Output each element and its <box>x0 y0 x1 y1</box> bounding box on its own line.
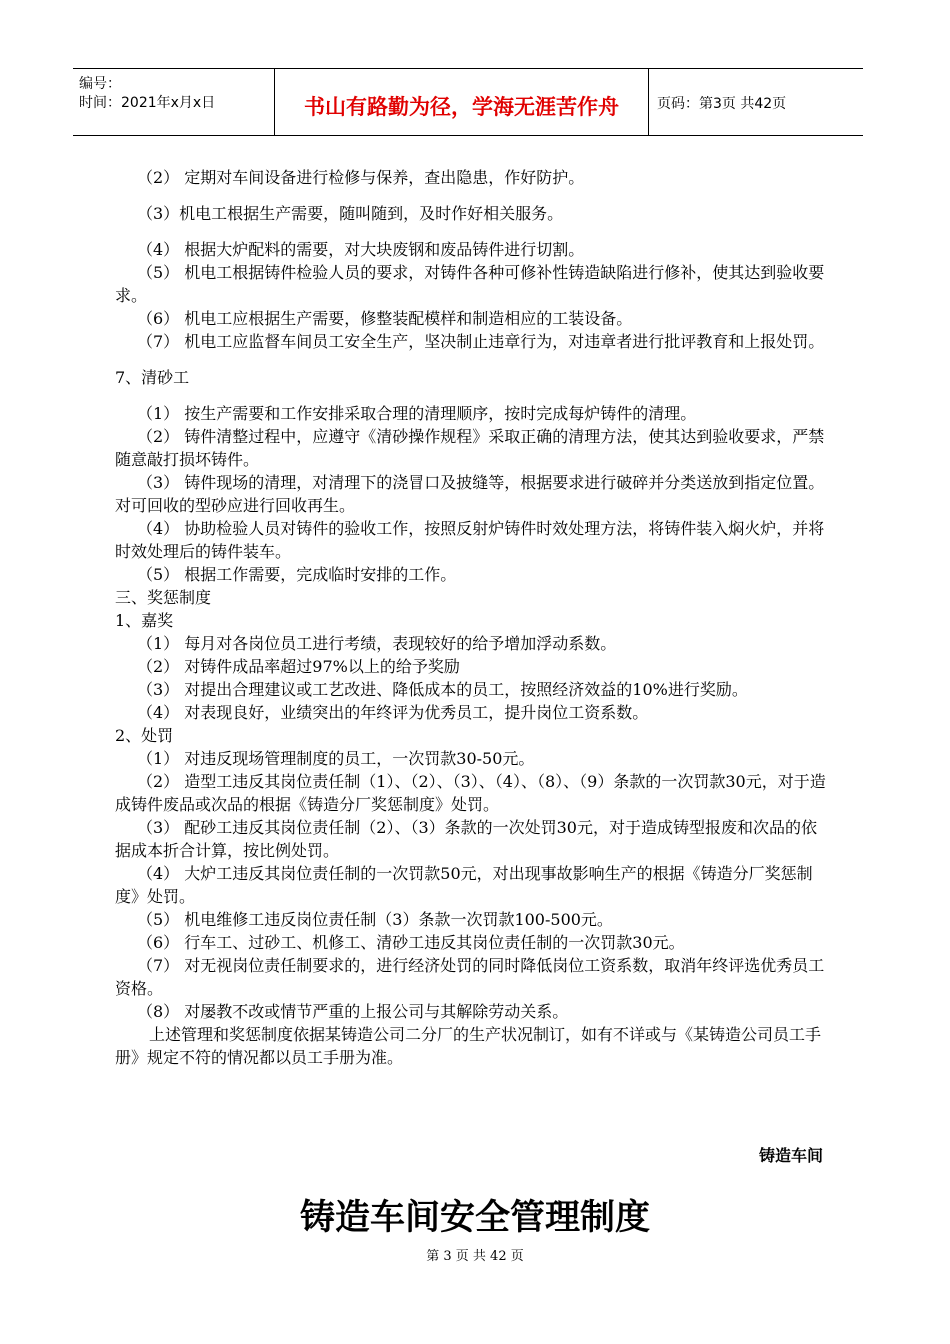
paragraph: （7） 对无视岗位责任制要求的，进行经济处罚的同时降低岗位工资系数，取消年终评选优秀员工资格。 <box>115 956 825 998</box>
subsection-heading: 2、处罚 <box>115 726 174 745</box>
paragraph: （4） 协助检验人员对铸件的验收工作，按照反射炉铸件时效处理方法，将铸件装入焖火炉，并将时效处理后的铸件装车。 <box>115 519 825 561</box>
section-heading: 三、奖惩制度 <box>115 588 212 607</box>
header-motto: 书山有路勤为径，学海无涯苦作舟 <box>304 95 619 119</box>
header-motto-cell <box>275 69 649 135</box>
paragraph: （5） 根据工作需要，完成临时安排的工作。 <box>137 565 457 584</box>
paragraph: （2） 定期对车间设备进行检修与保养，查出隐患，作好防护。 <box>137 168 585 187</box>
paragraph: （6） 机电工应根据生产需要，修整装配模样和制造相应的工装设备。 <box>137 309 633 328</box>
paragraph: （1） 对违反现场管理制度的员工，一次罚款30-50元。 <box>137 749 535 768</box>
section-heading: 7、清砂工 <box>115 368 190 387</box>
paragraph: （3）机电工根据生产需要，随叫随到，及时作好相关服务。 <box>137 204 564 223</box>
header-page-code: 页码：第3页 共42页 <box>657 96 787 112</box>
header-page-cell <box>649 69 863 135</box>
signature: 铸造车间 <box>758 1146 823 1165</box>
paragraph: （6） 行车工、过砂工、机修工、清砂工违反其岗位责任制的一次罚款30元。 <box>137 933 685 952</box>
page-footer: 第 3 页 共 42 页 <box>426 1249 524 1264</box>
paragraph: （3） 配砂工违反其岗位责任制（2）、（3）条款的一次处罚30元，对于造成铸型报废和次品的依据成本折合计算，按比例处罚。 <box>115 818 817 860</box>
paragraph: （4） 对表现良好，业绩突出的年终评为优秀员工，提升岗位工资系数。 <box>137 703 649 722</box>
paragraph: （3） 铸件现场的清理，对清理下的浇冒口及披缝等，根据要求进行破碎并分类送放到指定位置。对可回收的型砂应进行回收再生。 <box>115 473 825 515</box>
paragraph: （5） 机电工根据铸件检验人员的要求，对铸件各种可修补性铸造缺陷进行修补，使其达到验收要求。 <box>115 263 825 305</box>
document-number: 编号： <box>79 76 121 92</box>
header-meta-cell <box>73 69 275 135</box>
document-time: 时间：2021年x月x日 <box>79 95 216 111</box>
document-body <box>115 166 827 1069</box>
paragraph: （2） 造型工违反其岗位责任制（1）、（2）、（3）、（4）、（8）、（9）条款的一次罚款30元，对于造成铸件废品或次品的根据《铸造分厂奖惩制度》处罚。 <box>115 772 826 814</box>
document-header <box>73 68 863 136</box>
paragraph: （7） 机电工应监督车间员工安全生产，坚决制止违章行为，对违章者进行批评教育和上报处罚。 <box>137 332 825 351</box>
paragraph: （4） 根据大炉配料的需要，对大块废钢和废品铸件进行切割。 <box>137 240 585 259</box>
paragraph: （5） 机电维修工违反岗位责任制（3）条款一次罚款100-500元。 <box>137 910 613 929</box>
paragraph: （3） 对提出合理建议或工艺改进、降低成本的员工，按照经济效益的10%进行奖励。 <box>137 680 748 699</box>
paragraph: （2） 铸件清整过程中，应遵守《清砂操作规程》采取正确的清理方法，使其达到验收要求，严禁随意敲打损坏铸件。 <box>115 427 825 469</box>
subsection-heading: 1、嘉奖 <box>115 611 174 630</box>
paragraph: （1） 按生产需要和工作安排采取合理的清理顺序，按时完成每炉铸件的清理。 <box>137 404 697 423</box>
paragraph: （2） 对铸件成品率超过97%以上的给予奖励 <box>137 657 460 676</box>
paragraph: 上述管理和奖惩制度依据某铸造公司二分厂的生产状况制订，如有不详或与《某铸造公司员工手册》规定不符的情况都以员工手册为准。 <box>115 1025 822 1067</box>
next-section-title: 铸造车间安全管理制度 <box>299 1198 650 1238</box>
paragraph: （8） 对屡教不改或情节严重的上报公司与其解除劳动关系。 <box>137 1002 569 1021</box>
paragraph: （4） 大炉工违反其岗位责任制的一次罚款50元，对出现事故影响生产的根据《铸造分厂奖惩制度》处罚。 <box>115 864 813 906</box>
paragraph: （1） 每月对各岗位员工进行考绩，表现较好的给予增加浮动系数。 <box>137 634 617 653</box>
